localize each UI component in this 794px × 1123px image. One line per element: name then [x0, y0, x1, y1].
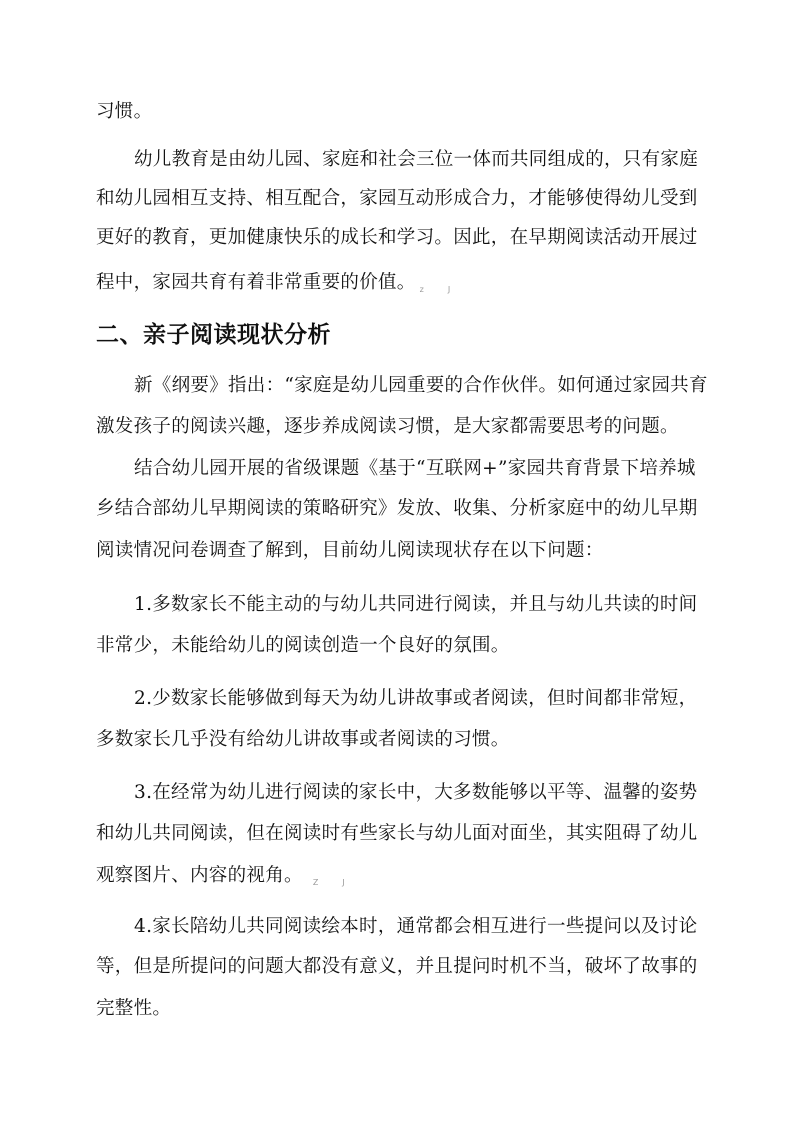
text: 1.多数家长不能主动的与幼儿共同进行阅读，并且与幼儿共读的时间 — [134, 594, 698, 615]
text: 习惯。 — [96, 101, 153, 122]
text: 3.在经常为幼儿进行阅读的家长中，大多数能够以平等、温馨的姿势 — [134, 782, 698, 803]
text: 程中，家园共育有着非常重要的价值。 — [96, 272, 416, 293]
scan-mark: J — [342, 878, 345, 887]
list-item-line — [96, 997, 171, 1021]
paragraph-line — [134, 148, 698, 172]
list-item-line — [96, 955, 698, 979]
text: 等，但是所提问的问题大都没有意义，并且提问时机不当，破坏了故事的 — [96, 956, 698, 977]
list-item-line — [134, 915, 697, 939]
text: 新《纲要》指出：“家庭是幼儿园重要的合作伙伴。如何通过家园共育 — [134, 375, 708, 396]
paragraph-line — [96, 415, 679, 439]
text: 激发孩子的阅读兴趣，逐步养成阅读习惯，是大家都需要思考的问题。 — [96, 416, 679, 437]
list-item-line — [96, 634, 510, 658]
text: 乡结合部幼儿早期阅读的策略研究》发放、收集、分析家庭中的幼儿早期 — [96, 498, 698, 519]
list-item-line — [134, 781, 697, 805]
list-item-line — [96, 822, 698, 846]
text: 完整性。 — [96, 998, 172, 1019]
paragraph-line — [96, 539, 604, 563]
section-heading: 二、亲子阅读现状分析 — [96, 322, 331, 348]
text: 和幼儿共同阅读，但在阅读时有些家长与幼儿面对面坐，其实阻碍了幼儿 — [96, 823, 698, 844]
paragraph-line — [134, 374, 708, 398]
scan-mark: J — [447, 285, 451, 294]
list-item-line — [134, 593, 697, 617]
paragraph-line — [96, 100, 152, 124]
text: 幼儿教育是由幼儿园、家庭和社会三位一体而共同组成的，只有家庭 — [134, 149, 699, 170]
list-item-line — [134, 687, 697, 711]
scan-mark: z — [419, 285, 424, 294]
text: 更好的教育，更加健康快乐的成长和学习。因此，在早期阅读活动开展过 — [96, 227, 698, 248]
text: 阅读情况问卷调查了解到，目前幼儿阅读现状存在以下问题： — [96, 540, 604, 561]
scan-mark: Z — [312, 878, 319, 887]
list-item-line — [96, 864, 345, 895]
paragraph-line — [96, 226, 698, 250]
paragraph-line — [96, 271, 450, 302]
text: 4.家长陪幼儿共同阅读绘本时，通常都会相互进行一些提问以及讨论 — [134, 916, 698, 937]
text: 和幼儿园相互支持、相互配合，家园互动形成合力，才能够使得幼儿受到 — [96, 188, 698, 209]
text: 多数家长几乎没有给幼儿讲故事或者阅读的习惯。 — [96, 729, 510, 750]
paragraph-line — [134, 457, 696, 481]
paragraph-line — [96, 187, 698, 211]
text: 2.少数家长能够做到每天为幼儿讲故事或者阅读，但时间都非常短， — [134, 688, 698, 709]
paragraph-line — [96, 497, 698, 521]
text: 非常少，未能给幼儿的阅读创造一个良好的氛围。 — [96, 635, 510, 656]
list-item-line — [96, 728, 510, 752]
text: 观察图片、内容的视角。 — [96, 865, 303, 886]
text: 结合幼儿园开展的省级课题《基于“互联网+”家园共育背景下培养城 — [134, 458, 696, 479]
